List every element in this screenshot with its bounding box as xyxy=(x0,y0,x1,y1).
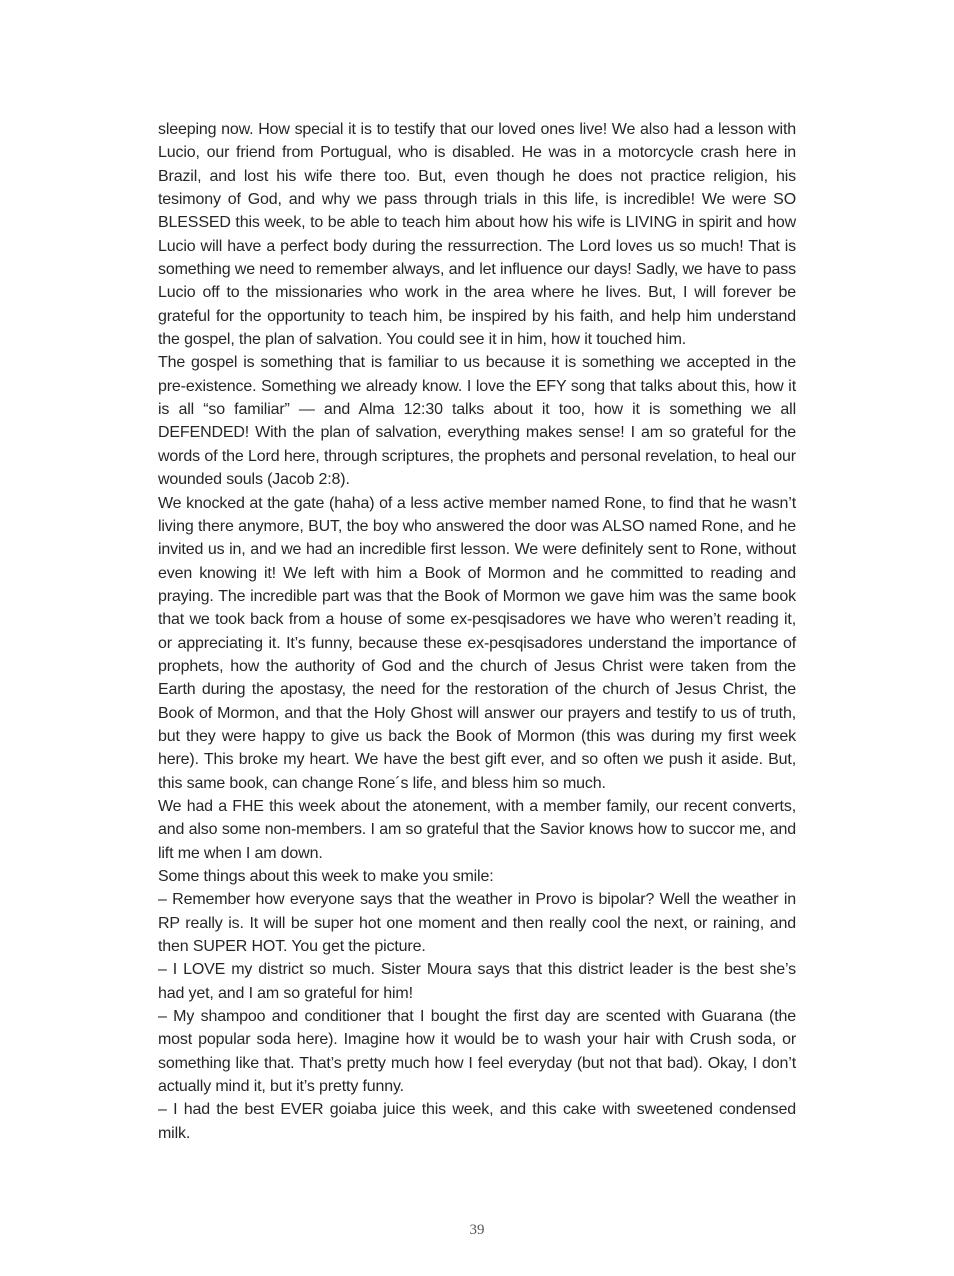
paragraph: sleeping now. How special it is to testify that our loved ones live! We also had a lesson with Lucio, our friend from Portugual, who is disabled. He was in a motorcycle crash here in Brazil, and lost his wife there too. But, even though he does not practice religion, his tesimony of God, and why we pass through trials in this life, is incredible! We were SO BLESSED this week, to be able to teach him about how his wife is LIVING in spirit and how Lucio will have a perfect body during the ressurrection. The Lord loves us so much! That is something we need to remember always, and let influence our days! Sadly, we have to pass Lucio off to the missionaries who work in the area where he lives. But, I will forever be grateful for the opportunity to teach him, be inspired by his faith, and help him understand the gospel, the plan of salvation. You could see it in him, how it touched him. xyxy=(158,121,796,349)
list-item: – My shampoo and conditioner that I bought the first day are scented with Guarana (the most popular soda here). Imagine how it would be to wash your hair with Crush soda, or something like that. That’s pretty much how I feel everyday (but not that bad). Okay, I don’t actually mind it, but it’s pretty funny. xyxy=(158,1008,796,1096)
list-item: – I LOVE my district so much. Sister Moura says that this district leader is the best she’s had yet, and I am so grateful for him! xyxy=(158,961,796,1002)
paragraph: The gospel is something that is familiar to us because it is something we accepted in the pre-existence. Something we already know. I love the EFY song that talks about this, how it is all “so familiar” — and Alma 12:30 talks about it too, how it is something we all DEFENDED! With the plan of salvation, everything makes sense! I am so grateful for the words of the Lord here, through scriptures, the prophets and personal revelation, to heal our wounded souls (Jacob 2:8). xyxy=(158,354,796,489)
list-item: – Remember how everyone says that the weather in Provo is bipolar? Well the weather in RP really is. It will be super hot one moment and then really cool the next, or raining, and then SUPER HOT. You get the picture. xyxy=(158,891,796,956)
page-number: 39 xyxy=(469,1222,485,1238)
page-body xyxy=(158,118,796,1145)
paragraph: We had a FHE this week about the atonement, with a member family, our recent converts, and also some non-members. I am so grateful that the Savior knows how to succor me, and lift me when I am down. xyxy=(158,797,796,862)
paragraph: Some things about this week to make you smile: xyxy=(158,868,494,885)
paragraph: We knocked at the gate (haha) of a less active member named Rone, to find that he wasn’t living there anymore, BUT, the boy who answered the door was ALSO named Rone, and he invited us in, and we had an incredible first lesson. We were definitely sent to Rone, without even knowing it! We left with him a Book of Mormon and he committed to reading and praying. The incredible part was that the Book of Mormon we gave him was the same book that we took back from a house of some ex-pesqisadores we have who weren’t reading it, or appreciating it. It’s funny, because these ex-pesqisadores understand the importance of prophets, how the authority of God and the church of Jesus Christ were taken from the Earth during the apostasy, the need for the restoration of the church of Jesus Christ, the Book of Mormon, and that the Holy Ghost will answer our prayers and testify to us of truth, but they were happy to give us back the Book of Mormon (this was during my first week here). This broke my heart. We have the best gift ever, and so often we push it aside. But, this same book, can change Rone´s life, and bless him so much. xyxy=(158,494,796,792)
list-item: – I had the best EVER goiaba juice this week, and this cake with sweetened condensed milk. xyxy=(158,1101,796,1142)
